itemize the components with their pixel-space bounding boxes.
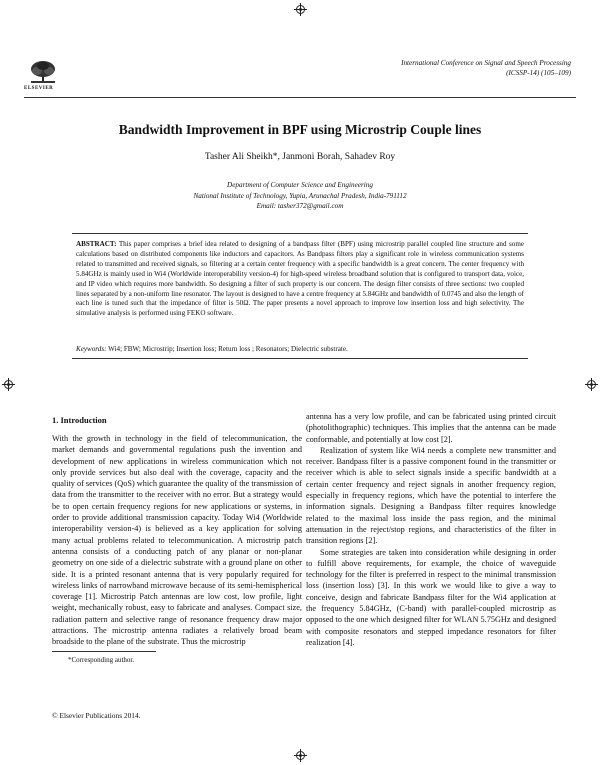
abstract-label: ABSTRACT:	[76, 240, 117, 248]
abstract	[76, 240, 524, 319]
conference-name: International Conference on Signal and Speech Processing	[401, 59, 571, 67]
registration-mark-bottom	[296, 751, 305, 760]
header-rule	[24, 97, 576, 98]
paper-authors: Tasher Ali Sheikh*, Janmoni Borah, Sahadev Roy	[204, 152, 396, 162]
keywords-text: Wi4; FBW; Microstrip; Insertion loss; Return loss ; Resonators; Dielectric substrate.	[108, 345, 348, 353]
elsevier-tree-logo-icon	[28, 60, 58, 84]
keywords-label: Keywords:	[76, 345, 107, 353]
section-heading: 1. Introduction	[52, 415, 107, 425]
conference-info	[401, 59, 571, 78]
paragraph: antenna has a very low profile, and can be fabricated using printed circuit (photolithographic) techniques. This implies that the antenna can be made conformable, and potentially at low cost [2].	[306, 412, 556, 444]
conference-pages: (ICSSP-14) (105–109)	[506, 68, 571, 77]
abstract-text: This paper comprises a brief idea related to designing of a bandpass filter (BPF) using microstrip parallel coupled line structure and some calculations based on distributed components like inductors and capacitors. As Bandpass filters play a significant role in wireless communication systems related to transmitted and received signals, so filtering at a certain center frequency with a specific bandwidth is a great concern. The center frequency with 5.84GHz is mainly used in Wi4 (Worldwide interoperability version-4) for high-speed wireless broadband solution that is configured to transport data, voice, and IP video which requires more bandwidth. So designing a filter of such property is our concern. The design filter consists of three sections: two coupled lines separated by a non-uniform line resonator. The layout is designed to have a centre frequency at 5.84GHz and bandwidth of 0.0745 and also the length of each line is tuned such that the impedance of filter is 50Ω. The paper presents a novel approach to improve low insertion loss and high selectivity. The simulative analysis is performed using FEKO software.	[76, 240, 524, 318]
copyright-footer: © Elsevier Publications 2014.	[52, 711, 141, 720]
footnote-rule	[52, 651, 156, 652]
publisher-name: ELSEVIER	[24, 86, 54, 91]
abstract-top-rule	[72, 233, 528, 234]
paragraph: Realization of system like Wi4 needs a complete new transmitter and receiver. Bandpass filter is a passive component found in the transmitter or receiver which is able to select signals inside a specific bandwidth at a certain center frequency and reject signals in another frequency region, especially in frequency regions, which have the potential to interfere the information signals. Designing a Bandpass filter requires knowledge related to the maximal loss inside the pass region, and the minimal attenuation in the reject/stop regions, and characteristics of the filter in transition regions [2].	[306, 445, 556, 546]
paragraph: With the growth in technology in the field of telecommunication, the market demands and governmental regulations push the invention and development of new applications in wireless communication which not only provide services but also deal with the coverage, capacity and the quality of services (QoS) which guarantee the quality of the transmission of data from the transmitter to the receiver with no error. But a strategy would be to open certain frequency regions for new applications or systems, in order to provide additional transmission capacity. Today Wi4 (Worldwide interoperability version-4) is believed as a key application for solving many actual problems related to telecommunication. A microstrip patch antenna consists of a conducting patch of any planar or non-planar geometry on one side of a dielectric substrate with a ground plane on other side. It is a printed resonant antenna that is very popularly required for wireless links of narrowband microwave because of its semi-hemispherical coverage [1]. Microstrip Patch antennas are low cost, low profile, light weight, mechanically robust, easy to fabricate and analyses. Compact size, radiation pattern and selective range of resonance frequency draw major attractions. The microstrip antenna radiates a relatively broad beam broadside to the plane of the substrate. Thus the microstrip	[52, 434, 302, 647]
registration-mark-top	[296, 5, 305, 14]
abstract-bottom-rule	[72, 358, 528, 359]
registration-mark-right	[587, 380, 596, 389]
email: Email: tasher372@gmail.com	[256, 202, 344, 210]
keywords	[76, 345, 524, 353]
left-column	[52, 433, 302, 648]
institute: National Institute of Technology, Yupia, Arunachal Pradesh, India-791112	[193, 191, 407, 200]
paper-title: Bandwidth Improvement in BPF using Microstrip Couple lines	[118, 122, 482, 137]
footnote: *Corresponding author.	[68, 656, 135, 664]
department: Department of Computer Science and Engineering	[227, 181, 373, 189]
affiliation	[0, 180, 600, 212]
paragraph: Some strategies are taken into consideration while designing in order to fulfill above requirements, for example, the choice of waveguide technology for the filter is preferred in respect to the minimal transmission loss (insertion loss) [3]. In this work we would like to give a way to conceive, design and fabricate Bandpass filter for the Wi4 application at the frequency 5.84GHz, (C-band) with parallel-coupled microstrip as opposed to the one which designed filter for WLAN 5.75GHz and designed with composite resonators and stepped impedance resonators for filter realization [4].	[306, 547, 556, 647]
right-column	[306, 411, 556, 648]
registration-mark-left	[4, 380, 13, 389]
